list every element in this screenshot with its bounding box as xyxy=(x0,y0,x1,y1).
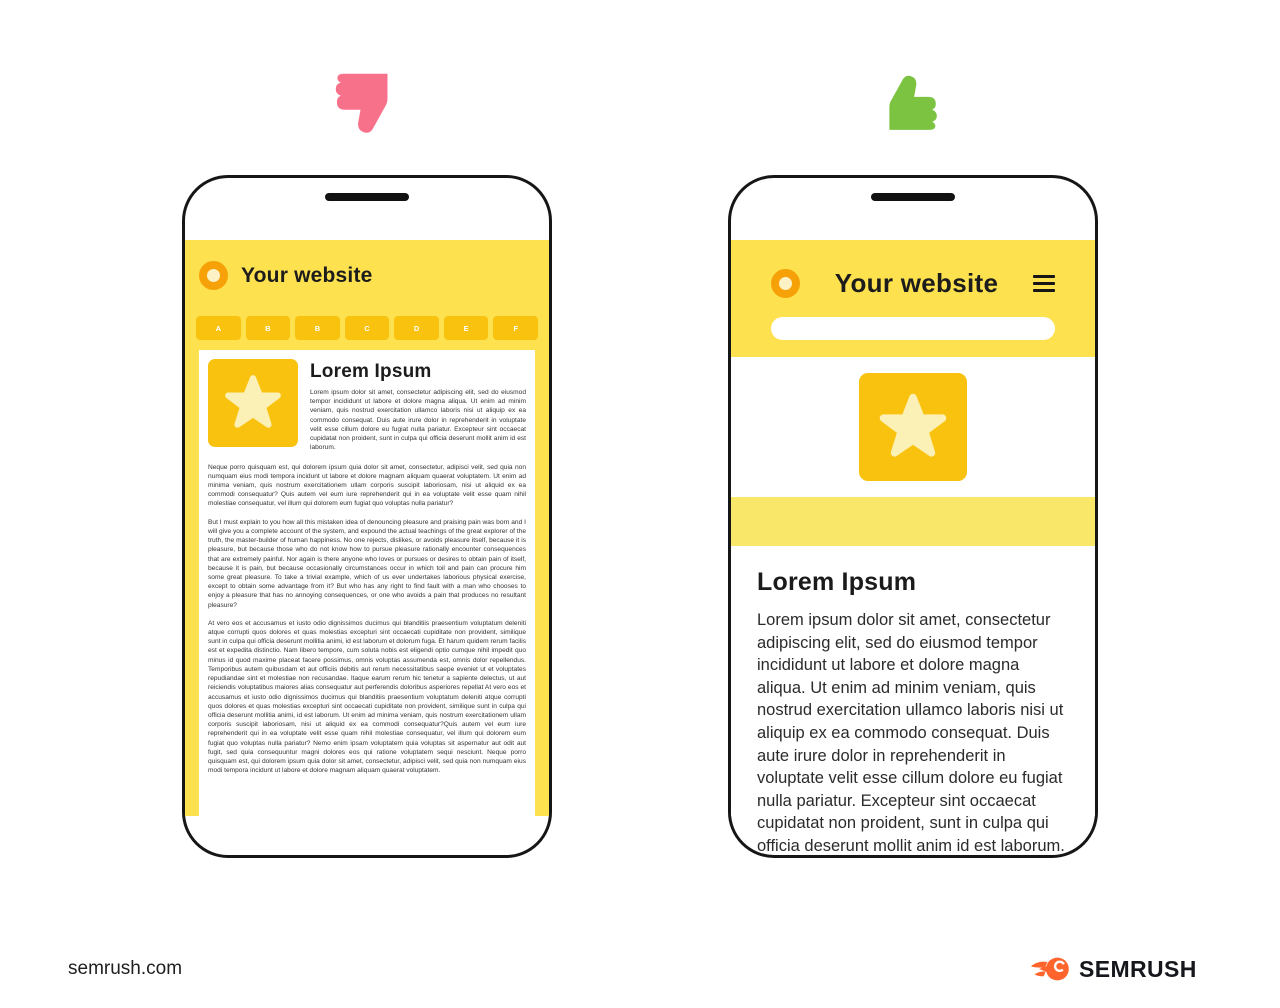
site-name: Your website xyxy=(834,268,999,298)
semrush-flame-icon xyxy=(1030,955,1072,983)
article-header xyxy=(208,359,526,453)
semrush-site-link[interactable]: semrush.com xyxy=(68,958,183,979)
article-paragraph: At vero eos et accusamus et iusto odio dignissimos ducimus qui blanditiis praesentium voluptatum deleniti atque corrupti quos dolores et quas molestias excepturi sint occaecati cupiditate non provident, similique sunt in culpa qui officia deserunt mollitia animi, id est laborum et dolorum fuga. Et harum quidem rerum facilis est et expedita distinctio. Nam libero tempore, cum soluta nobis est eligendi optio cumque nihil impedit quo minus id quod maxime placeat facere possimus, omnis voluptas assumenda est, omnis dolor repellendus. Temporibus autem quibusdam et aut officiis debitis aut rerum necessitatibus saepe eveniet ut et voluptates repudiandae sint et molestiae non recusandae. Itaque earum rerum hic tenetur a sapiente delectus, ut aut reiciendis voluptatibus maiores alias consequatur aut perferendis doloribus asperiores repellat At vero eos et accusamus et iusto odio dignissimos ducimus qui blanditiis praesentium voluptatum deleniti atque corrupti quos dolores et quas molestias excepturi sint occaecati cupiditate non provident, similique sunt in culpa qui officia deserunt mollitia animi, id est laborum. Ut enim ad minima veniam, quis nostrum exercitationem ullam corporis suscipit laboriosam, nisi ut aliquid ex ea commodi consequatur?Quis autem vel eum iure reprehenderit qui in ea voluptate velit esse quam nihil molestiae consequatur, vel illum qui dolorem eum fugiat quo voluptas nulla pariatur? Nemo enim ipsam voluptatem quia voluptas sit aspernatur aut odit aut fugit, sed quia consequuntur magni dolores eos qui ratione voluptatem sequi nesciunt. Neque porro quisquam est, qui dolorem ipsum quia dolor sit amet, consectetur, adipisci velit, sed quia non numquam eius modi tempora incidunt ut labore et dolore magnam aliquam quaerat voluptatem. xyxy=(208,619,526,775)
article-header-text xyxy=(310,359,526,453)
thumbs-up-icon xyxy=(877,64,943,142)
nav-button-f[interactable]: F xyxy=(493,316,538,340)
article-body: Lorem ipsum dolor sit amet, consectetur adipiscing elit, sed do eiusmod tempor incididunt ut labore et dolore magna aliqua. Ut enim ad minim veniam, quis nostrud exercitation ullamco laboris nisi ut aliquip ex ea commodo consequat. Duis aute irure dolor in reprehenderit in voluptate velit esse cillum dolore eu fugiat nulla pariatur. Excepteur sint occaecat cupidatat non proident, sunt in culpa qui officia deserunt mollit anim id est laborum. xyxy=(757,611,1065,855)
site-logo-icon xyxy=(199,261,228,290)
article-paragraph: Lorem ipsum dolor sit amet, consectetur adipiscing elit, sed do eiusmod tempor incididunt ut labore et dolore magna aliqua. Ut enim ad minim veniam, quis nostrud exercitation ullamco laboris nisi ut aliquip ex ea commodo consequat. Duis aute irure dolor in reprehenderit in voluptate velit esse cillum dolore eu fugiat nulla pariatur. Excepteur sint occaecat cupidatat non proident, sunt in culpa qui officia deserunt mollit anim id est laborum. xyxy=(310,389,526,452)
bad-example-phone xyxy=(182,175,552,858)
bad-phone-screen xyxy=(185,240,549,816)
site-name: Your website xyxy=(241,263,373,287)
article-title: Lorem Ipsum xyxy=(310,361,432,382)
site-logo-icon xyxy=(771,269,800,298)
nav-button-d[interactable]: D xyxy=(394,316,439,340)
phone-speaker xyxy=(325,193,409,201)
search-bar[interactable] xyxy=(771,317,1055,340)
nav-bar xyxy=(185,290,549,340)
star-icon xyxy=(222,372,284,434)
article-title: Lorem Ipsum xyxy=(757,568,917,596)
semrush-logo xyxy=(1030,955,1197,983)
good-example-phone xyxy=(728,175,1098,858)
star-image xyxy=(859,373,967,481)
phone-speaker xyxy=(871,193,955,201)
article-body xyxy=(208,463,526,776)
good-phone-screen xyxy=(731,240,1095,855)
thumbs-down-icon xyxy=(329,64,401,142)
nav-button-a[interactable]: A xyxy=(196,316,241,340)
article-paragraph: Neque porro quisquam est, qui dolorem ipsum quia dolor sit amet, consectetur, adipisci velit, sed quia non numquam eius modi tempora incidunt ut labore et dolore magnam aliquam quaerat voluptatem. Ut enim ad minima veniam, quis nostrum exercitationem ullam corporis suscipit laboriosam, nisi ut aliquid ex ea commodi consequatur? Quis autem vel eum iure reprehenderit qui in ea voluptate velit esse quam nihil molestiae consequatur, vel illum qui dolorem eum fugiat quo voluptas nulla pariatur? xyxy=(208,463,526,508)
star-icon xyxy=(876,390,950,464)
content-divider-band xyxy=(731,497,1095,546)
nav-button-b1[interactable]: B xyxy=(246,316,291,340)
hamburger-menu-icon[interactable] xyxy=(1033,275,1055,292)
content-panel xyxy=(199,350,535,817)
nav-button-e[interactable]: E xyxy=(444,316,489,340)
site-header xyxy=(731,240,1095,357)
semrush-wordmark: SEMRUSH xyxy=(1079,955,1197,982)
site-header xyxy=(185,240,549,290)
article-paragraph: But I must explain to you how all this mistaken idea of denouncing pleasure and praising pain was born and I will give you a complete account of the system, and expound the actual teachings of the great explorer of the truth, the master-builder of human happiness. No one rejects, dislikes, or avoids pleasure itself, because it is pleasure, but because those who do not know how to pursue pleasure rationally encounter consequences that are extremely painful. Nor again is there anyone who loves or pursues or desires to obtain pain of itself, because it is pain, but because occasionally circumstances occur in which toil and pain can procure him some great pleasure. To take a trivial example, which of us ever undertakes laborious physical exercise, except to obtain some advantage from it? But who has any right to find fault with a man who chooses to enjoy a pleasure that has no annoying consequences, or one who avoids a pain that produces no resultant pleasure? xyxy=(208,518,526,609)
nav-button-c[interactable]: C xyxy=(345,316,390,340)
star-image xyxy=(208,359,298,447)
nav-button-b2[interactable]: B xyxy=(295,316,340,340)
